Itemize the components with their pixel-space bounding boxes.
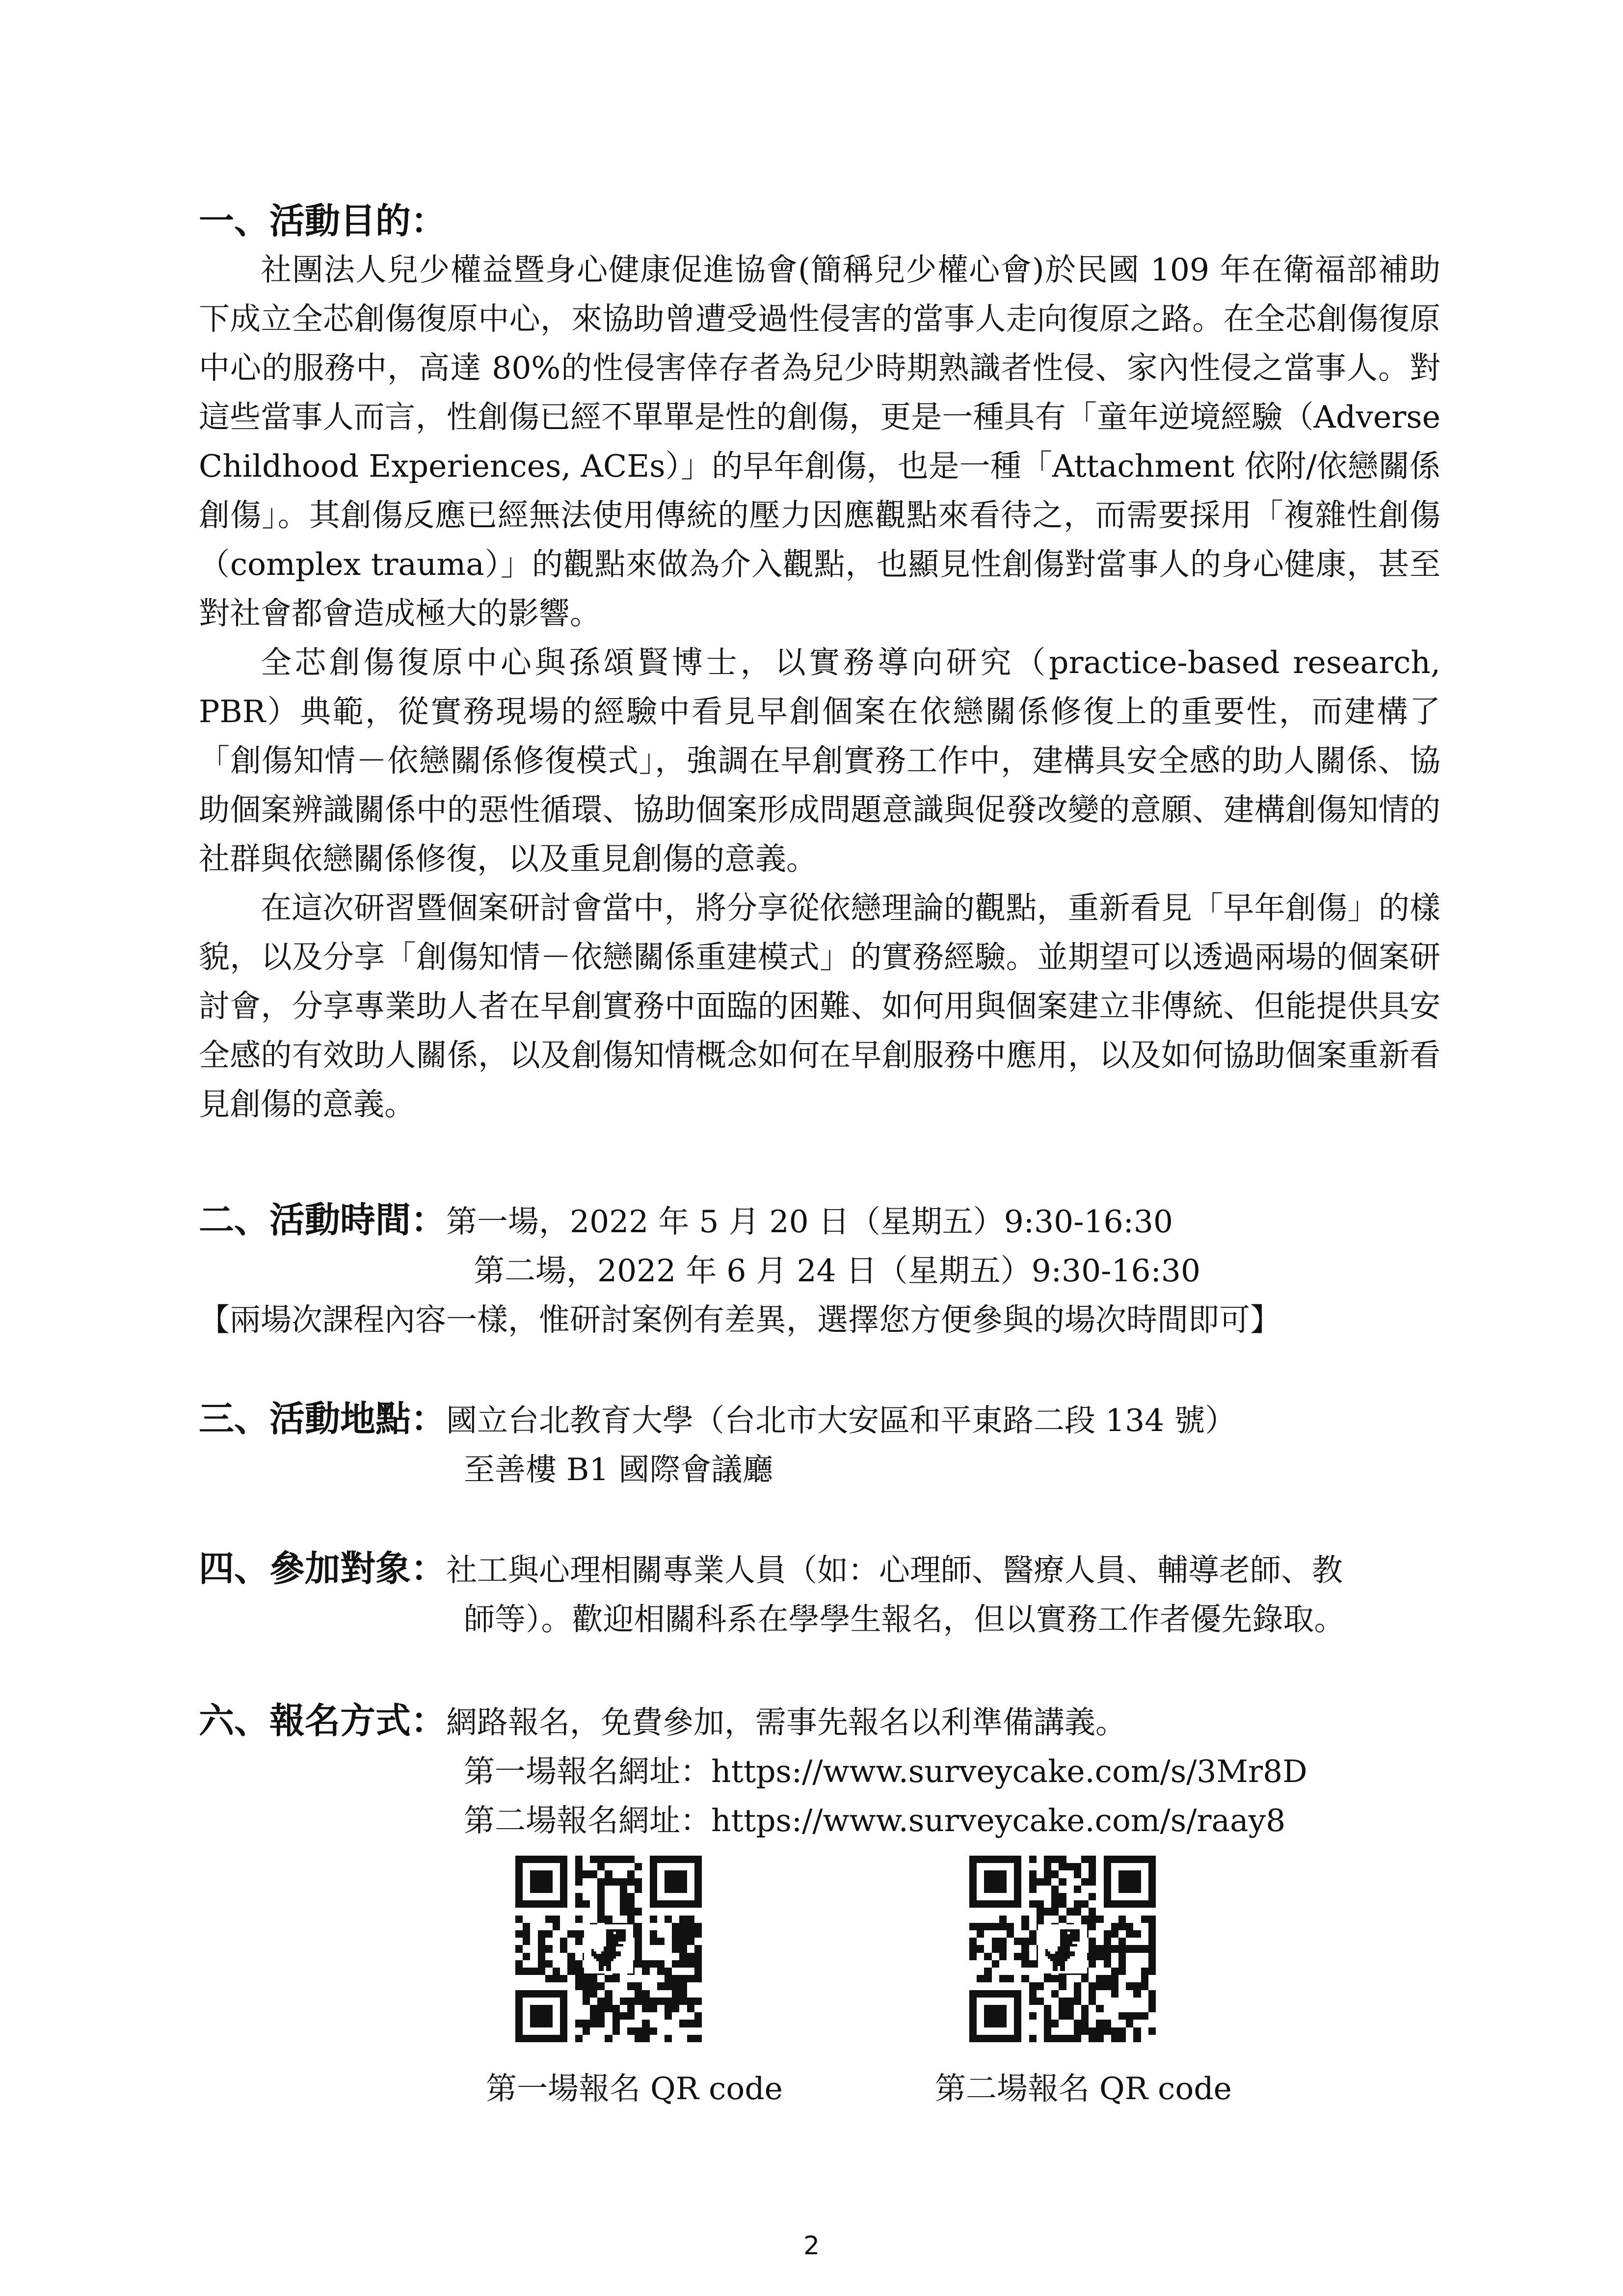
qr-caption-1: 第一場報名 QR code	[486, 2071, 783, 2107]
audience-line-1: 社工與心理相關專業人員（如：心理師、醫療人員、輔導老師、教	[446, 1552, 1343, 1588]
qr-code-session-2[interactable]	[969, 1856, 1156, 2042]
section-heading-purpose: 一、活動目的：	[199, 200, 447, 242]
section-heading-time: 二、活動時間：	[199, 1199, 447, 1241]
registration-link-2[interactable]: 第二場報名網址：https://www.surveycake.com/s/raay8	[464, 1803, 1286, 1838]
section-registration	[199, 1696, 1440, 1845]
location-line-2: 至善樓 B1 國際會議廳	[464, 1452, 773, 1487]
section-heading-registration: 六、報名方式：	[199, 1700, 447, 1741]
session-note: 【兩場次課程內容一樣，惟研討案例有差異，選擇您方便參與的場次時間即可】	[199, 1302, 1281, 1338]
section-location	[199, 1394, 1440, 1494]
purpose-paragraph-1: 社團法人兒少權益暨身心健康促進協會(簡稱兒少權心會)於民國 109 年在衛福部補助下成立全芯創傷復原中心，來協助曾遭受過性侵害的當事人走向復原之路。在全芯創傷復原中心的服務中，高達 80%的性侵害倖存者為兒少時期熟識者性侵、家內性侵之當事人。對這些當事人而言，性創傷已經不單單是性的創傷，更是一種具有「童年逆境經驗（Adverse Childhood Experiences, ACEs）」的早年創傷，也是一種「Attachment 依附/依戀關係創傷」。其創傷反應已經無法使用傳統的壓力因應觀點來看待之，而需要採用「複雜性創傷（complex trauma）」的觀點來做為介入觀點，也顯見性創傷對當事人的身心健康，甚至對社會都會造成極大的影響。	[199, 252, 1440, 631]
section-heading-location: 三、活動地點：	[199, 1398, 447, 1439]
location-line-1: 國立台北教育大學（台北市大安區和平東路二段 134 號）	[446, 1403, 1236, 1438]
qr-caption-2: 第二場報名 QR code	[935, 2071, 1232, 2107]
dinosaur-icon	[584, 1924, 633, 1973]
session-1-time: 第一場，2022 年 5 月 20 日（星期五）9:30-16:30	[446, 1204, 1173, 1240]
qr-code-session-1[interactable]	[515, 1856, 702, 2042]
section-time	[199, 1195, 1440, 1345]
section-purpose	[199, 196, 1440, 1129]
section-audience	[199, 1544, 1440, 1644]
purpose-paragraph-2: 全芯創傷復原中心與孫頌賢博士，以實務導向研究（practice-based research, PBR）典範，從實務現場的經驗中看見早創個案在依戀關係修復上的重要性，而建構了「創傷知情－依戀關係修復模式」，強調在早創實務工作中，建構具安全感的助人關係、協助個案辨識關係中的惡性循環、協助個案形成問題意識與促發改變的意願、建構創傷知情的社群與依戀關係修復，以及重見創傷的意義。	[199, 645, 1440, 877]
registration-link-1[interactable]: 第一場報名網址：https://www.surveycake.com/s/3Mr8D	[464, 1754, 1307, 1789]
section-heading-audience: 四、參加對象：	[199, 1548, 447, 1589]
page-number: 2	[803, 2231, 820, 2261]
audience-line-2: 師等）。歡迎相關科系在學學生報名，但以實務工作者優先錄取。	[464, 1601, 1345, 1637]
registration-line-1: 網路報名，免費參加，需事先報名以利準備講義。	[446, 1704, 1127, 1740]
dinosaur-icon	[1038, 1924, 1087, 1973]
session-2-time: 第二場，2022 年 6 月 24 日（星期五）9:30-16:30	[474, 1253, 1201, 1289]
purpose-paragraph-3: 在這次研習暨個案研討會當中，將分享從依戀理論的觀點，重新看見「早年創傷」的樣貌，以及分享「創傷知情－依戀關係重建模式」的實務經驗。並期望可以透過兩場的個案研討會，分享專業助人者在早創實務中面臨的困難、如何用與個案建立非傳統、但能提供具安全感的有效助人關係，以及創傷知情概念如何在早創服務中應用，以及如何協助個案重新看見創傷的意義。	[199, 890, 1440, 1122]
